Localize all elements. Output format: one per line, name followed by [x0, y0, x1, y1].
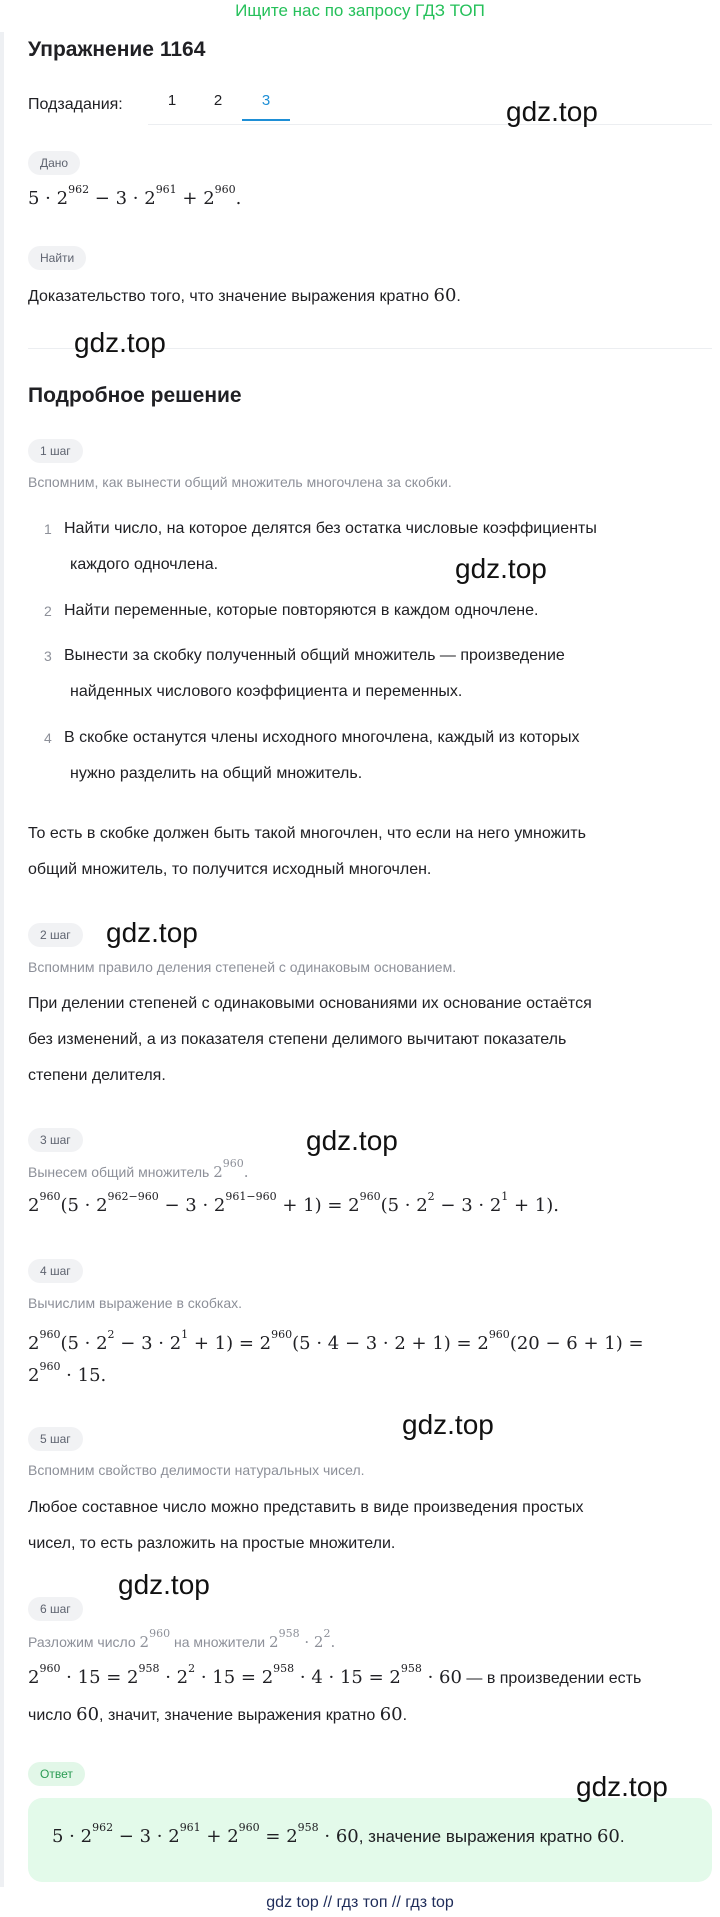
solution-title: Подробное решение [28, 384, 242, 407]
step-5-hint: Вспомним свойство делимости натуральных чисел. [28, 1462, 365, 1478]
list-number: 2 [44, 603, 52, 619]
step-3-badge: 3 шаг [28, 1128, 83, 1152]
step-1-hint: Вспомним, как вынести общий множитель многочлена за скобки. [28, 474, 452, 490]
subtask-tab-2[interactable]: 2 [213, 92, 223, 109]
step-5-badge: 5 шаг [28, 1427, 83, 1451]
step-3-hint: Вынесем общий множитель $2^{960}$. [28, 1157, 249, 1181]
step-4-hint: Вычислим выражение в скобках. [28, 1295, 242, 1311]
list-item: Вынести за скобку полученный общий множитель — произведение найденных числового коэффициента и переменных. [64, 647, 565, 700]
step-4-badge: 4 шаг [28, 1259, 83, 1283]
list-item: В скобке останутся члены исходного многочлена, каждый из которых нужно разделить на общий множитель. [64, 729, 580, 782]
find-text: Доказательство того, что значение выражения кратно 60. [28, 285, 461, 306]
exercise-title: Упражнение 1164 [28, 38, 206, 61]
given-expression: $5 \cdot 2^{962} - 3 \cdot 2^{961} + 2^{960}$. [28, 183, 242, 209]
tabs-divider [148, 124, 712, 125]
watermark: gdz.top [576, 1771, 668, 1802]
list-item: Найти число, на которое делятся без остатка числовые коэффициенты каждого одночлена. [64, 520, 597, 573]
watermark: gdz.top [455, 553, 547, 584]
subtasks-label: Подзадания: [28, 96, 123, 113]
watermark: gdz.top [306, 1125, 398, 1156]
watermark: gdz.top [74, 327, 166, 358]
answer-text: $5 \cdot 2^{962} - 3 \cdot 2^{961} + 2^{960} = 2^{958} \cdot 60$, значение выражения кратно 60. [52, 1821, 625, 1847]
watermark: gdz.top [402, 1409, 494, 1440]
subtask-tab-1[interactable]: 1 [167, 92, 177, 109]
list-number: 3 [44, 648, 52, 664]
step-6-text: $2^{960} \cdot 15 = 2^{958} \cdot 2^2 \cdot 15 = 2^{958} \cdot 4 \cdot 15 = 2^{958} \cdot 60$ — в произведении есть число 60, значит, значение выражения кратно 60. [28, 1662, 642, 1725]
answer-badge: Ответ [28, 1762, 85, 1786]
step-6-hint: Разложим число $2^{960}$ на множители $2^{958} \cdot 2^2$. [28, 1627, 336, 1651]
list-item: Найти переменные, которые повторяются в каждом одночлене. [64, 602, 539, 619]
promo-banner[interactable]: Ищите нас по запросу ГДЗ ТОП [235, 1, 485, 20]
step-2-paragraph: При делении степеней с одинаковыми основаниями их основание остаётся без изменений, а из показателя степени делимого вычитают показатель степени делителя. [28, 995, 592, 1084]
step-4-formula: $2^{960}(5 \cdot 2^2 - 3 \cdot 2^1 + 1) = 2^{960}(5 \cdot 4 - 3 \cdot 2 + 1) = 2^{960}(20 - 6 + 1)$ = $2^{960} \cdot 15$. [28, 1328, 644, 1386]
step-5-paragraph: Любое составное число можно представить в виде произведения простых чисел, то есть разложить на простые множители. [28, 1499, 584, 1552]
watermark: gdz.top [106, 917, 198, 948]
step-1-badge: 1 шаг [28, 439, 83, 463]
step-1-paragraph: То есть в скобке должен быть такой многочлен, что если на него умножить общий множитель, то получится исходный многочлен. [28, 825, 586, 878]
footer-links[interactable]: gdz top // гдз топ // гдз top [266, 1894, 454, 1911]
step-6-badge: 6 шаг [28, 1597, 83, 1621]
step-2-badge: 2 шаг [28, 923, 83, 947]
step-2-hint: Вспомним правило деления степеней с одинаковым основанием. [28, 959, 457, 975]
left-border [0, 32, 4, 1887]
list-number: 4 [44, 730, 52, 746]
find-badge: Найти [28, 246, 86, 270]
watermark: gdz.top [118, 1569, 210, 1600]
subtask-tab-3[interactable]: 3 [242, 92, 290, 121]
list-number: 1 [44, 521, 52, 537]
answer-box [28, 1798, 712, 1882]
step-3-formula: $2^{960}(5 \cdot 2^{962-960} - 3 \cdot 2^{961-960} + 1) = 2^{960}(5 \cdot 2^2 - 3 \cdot 2^1 + 1)$. [28, 1190, 560, 1216]
watermark: gdz.top [506, 96, 598, 127]
given-badge: Дано [28, 151, 80, 175]
